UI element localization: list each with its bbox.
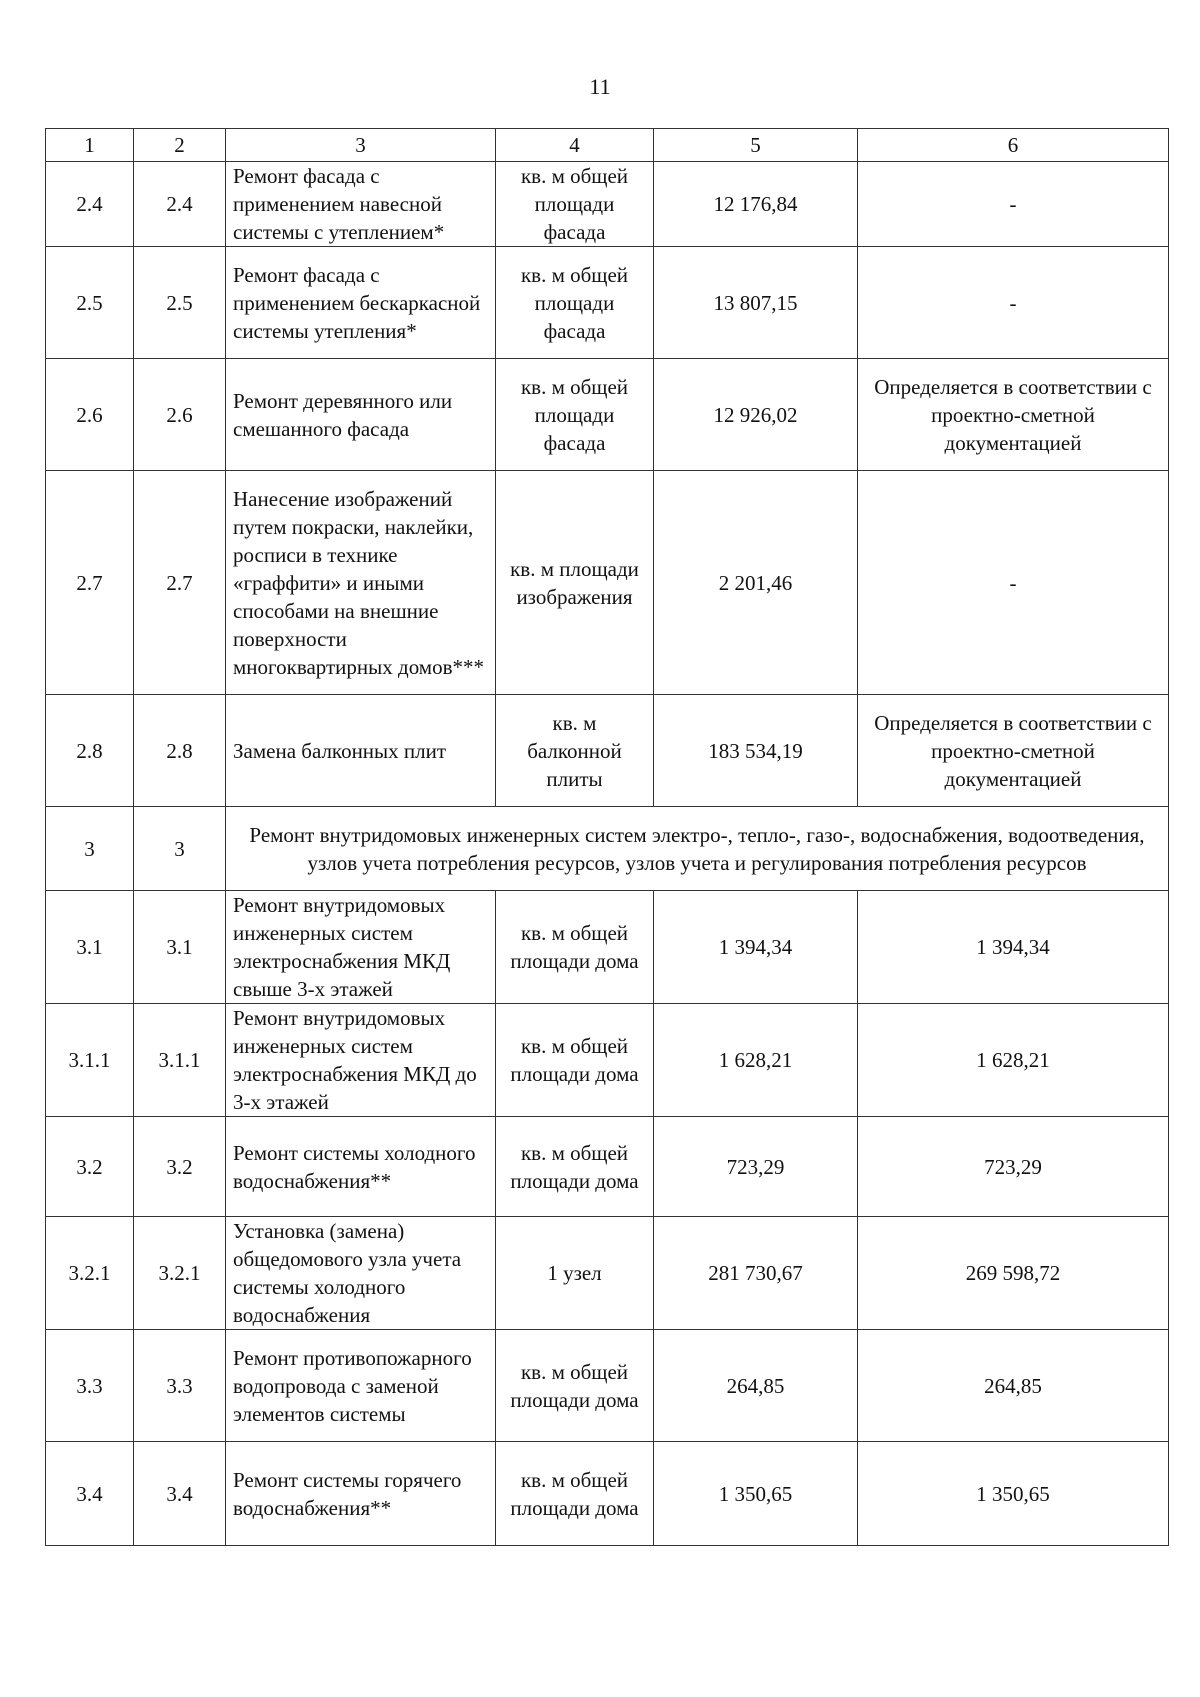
limit-cell: 264,85 — [858, 1330, 1169, 1442]
work-type-cell: Замена балконных плит — [226, 695, 496, 807]
unit-cell: кв. м общей площади дома — [496, 1117, 654, 1217]
row-number-cell: 3.3 — [46, 1330, 134, 1442]
cost-cell: 13 807,15 — [654, 247, 858, 359]
limit-cell: - — [858, 162, 1169, 247]
cost-cell: 2 201,46 — [654, 471, 858, 695]
item-number-cell: 2.8 — [134, 695, 226, 807]
item-number-cell: 3 — [134, 807, 226, 891]
row-number-cell: 2.7 — [46, 471, 134, 695]
row-number-cell: 3.2.1 — [46, 1217, 134, 1330]
item-number-cell: 3.2 — [134, 1117, 226, 1217]
item-number-cell: 2.5 — [134, 247, 226, 359]
limit-cell: 723,29 — [858, 1117, 1169, 1217]
item-number-cell: 2.4 — [134, 162, 226, 247]
section-row — [46, 807, 1169, 891]
item-number-cell: 3.4 — [134, 1442, 226, 1546]
limit-cell: 1 350,65 — [858, 1442, 1169, 1546]
work-type-cell: Нанесение изображений путем покраски, наклейки, росписи в технике «граффити» и иными способами на внешние поверхности многоквартирных домов*** — [226, 471, 496, 695]
table-row — [46, 471, 1169, 695]
work-type-cell: Ремонт деревянного или смешанного фасада — [226, 359, 496, 471]
header-cell: 5 — [654, 129, 858, 162]
header-cell: 6 — [858, 129, 1169, 162]
table-row — [46, 1442, 1169, 1546]
unit-cell: кв. м общей площади дома — [496, 1330, 654, 1442]
row-number-cell: 2.8 — [46, 695, 134, 807]
limit-cell: 1 394,34 — [858, 891, 1169, 1004]
table-row — [46, 695, 1169, 807]
row-number-cell: 3 — [46, 807, 134, 891]
table-row — [46, 162, 1169, 247]
unit-cell: кв. м общей площади фасада — [496, 247, 654, 359]
item-number-cell: 3.1.1 — [134, 1004, 226, 1117]
limit-cell: - — [858, 247, 1169, 359]
table-row — [46, 1217, 1169, 1330]
work-type-cell: Ремонт системы горячего водоснабжения** — [226, 1442, 496, 1546]
row-number-cell: 2.4 — [46, 162, 134, 247]
cost-cell: 281 730,67 — [654, 1217, 858, 1330]
section-title-cell: Ремонт внутридомовых инженерных систем электро-, тепло-, газо-, водоснабжения, водоотведения, узлов учета потребления ресурсов, узлов учета и регулирования потребления ресурсов — [226, 807, 1169, 891]
item-number-cell: 2.7 — [134, 471, 226, 695]
row-number-cell: 3.2 — [46, 1117, 134, 1217]
rates-table — [45, 128, 1169, 1546]
header-cell: 3 — [226, 129, 496, 162]
limit-cell: - — [858, 471, 1169, 695]
header-cell: 2 — [134, 129, 226, 162]
limit-cell: 269 598,72 — [858, 1217, 1169, 1330]
table-row — [46, 1004, 1169, 1117]
limit-cell: 1 628,21 — [858, 1004, 1169, 1117]
row-number-cell: 3.1.1 — [46, 1004, 134, 1117]
table-row — [46, 359, 1169, 471]
work-type-cell: Ремонт противопожарного водопровода с заменой элементов системы — [226, 1330, 496, 1442]
limit-cell: Определяется в соответствии с проектно-сметной документацией — [858, 359, 1169, 471]
header-cell: 4 — [496, 129, 654, 162]
work-type-cell: Установка (замена) общедомового узла учета системы холодного водоснабжения — [226, 1217, 496, 1330]
limit-cell: Определяется в соответствии с проектно-сметной документацией — [858, 695, 1169, 807]
unit-cell: кв. м площади изображения — [496, 471, 654, 695]
row-number-cell: 2.5 — [46, 247, 134, 359]
work-type-cell: Ремонт фасада с применением бескаркасной системы утепления* — [226, 247, 496, 359]
cost-cell: 723,29 — [654, 1117, 858, 1217]
table-row — [46, 1117, 1169, 1217]
row-number-cell: 3.1 — [46, 891, 134, 1004]
unit-cell: 1 узел — [496, 1217, 654, 1330]
unit-cell: кв. м общей площади фасада — [496, 162, 654, 247]
item-number-cell: 3.3 — [134, 1330, 226, 1442]
unit-cell: кв. м общей площади фасада — [496, 359, 654, 471]
table-header-row — [46, 129, 1169, 162]
row-number-cell: 3.4 — [46, 1442, 134, 1546]
table-row — [46, 1330, 1169, 1442]
unit-cell: кв. м общей площади дома — [496, 1004, 654, 1117]
unit-cell: кв. м общей площади дома — [496, 1442, 654, 1546]
table-row — [46, 891, 1169, 1004]
table-row — [46, 247, 1169, 359]
work-type-cell: Ремонт фасада с применением навесной системы с утеплением* — [226, 162, 496, 247]
cost-cell: 12 176,84 — [654, 162, 858, 247]
work-type-cell: Ремонт внутридомовых инженерных систем электроснабжения МКД свыше 3-х этажей — [226, 891, 496, 1004]
cost-cell: 1 628,21 — [654, 1004, 858, 1117]
cost-cell: 183 534,19 — [654, 695, 858, 807]
unit-cell: кв. м общей площади дома — [496, 891, 654, 1004]
cost-cell: 264,85 — [654, 1330, 858, 1442]
work-type-cell: Ремонт системы холодного водоснабжения** — [226, 1117, 496, 1217]
page-number: 11 — [589, 74, 611, 99]
cost-cell: 1 394,34 — [654, 891, 858, 1004]
item-number-cell: 3.2.1 — [134, 1217, 226, 1330]
unit-cell: кв. м балконной плиты — [496, 695, 654, 807]
work-type-cell: Ремонт внутридомовых инженерных систем электроснабжения МКД до 3-х этажей — [226, 1004, 496, 1117]
row-number-cell: 2.6 — [46, 359, 134, 471]
item-number-cell: 2.6 — [134, 359, 226, 471]
cost-cell: 12 926,02 — [654, 359, 858, 471]
cost-cell: 1 350,65 — [654, 1442, 858, 1546]
item-number-cell: 3.1 — [134, 891, 226, 1004]
header-cell: 1 — [46, 129, 134, 162]
